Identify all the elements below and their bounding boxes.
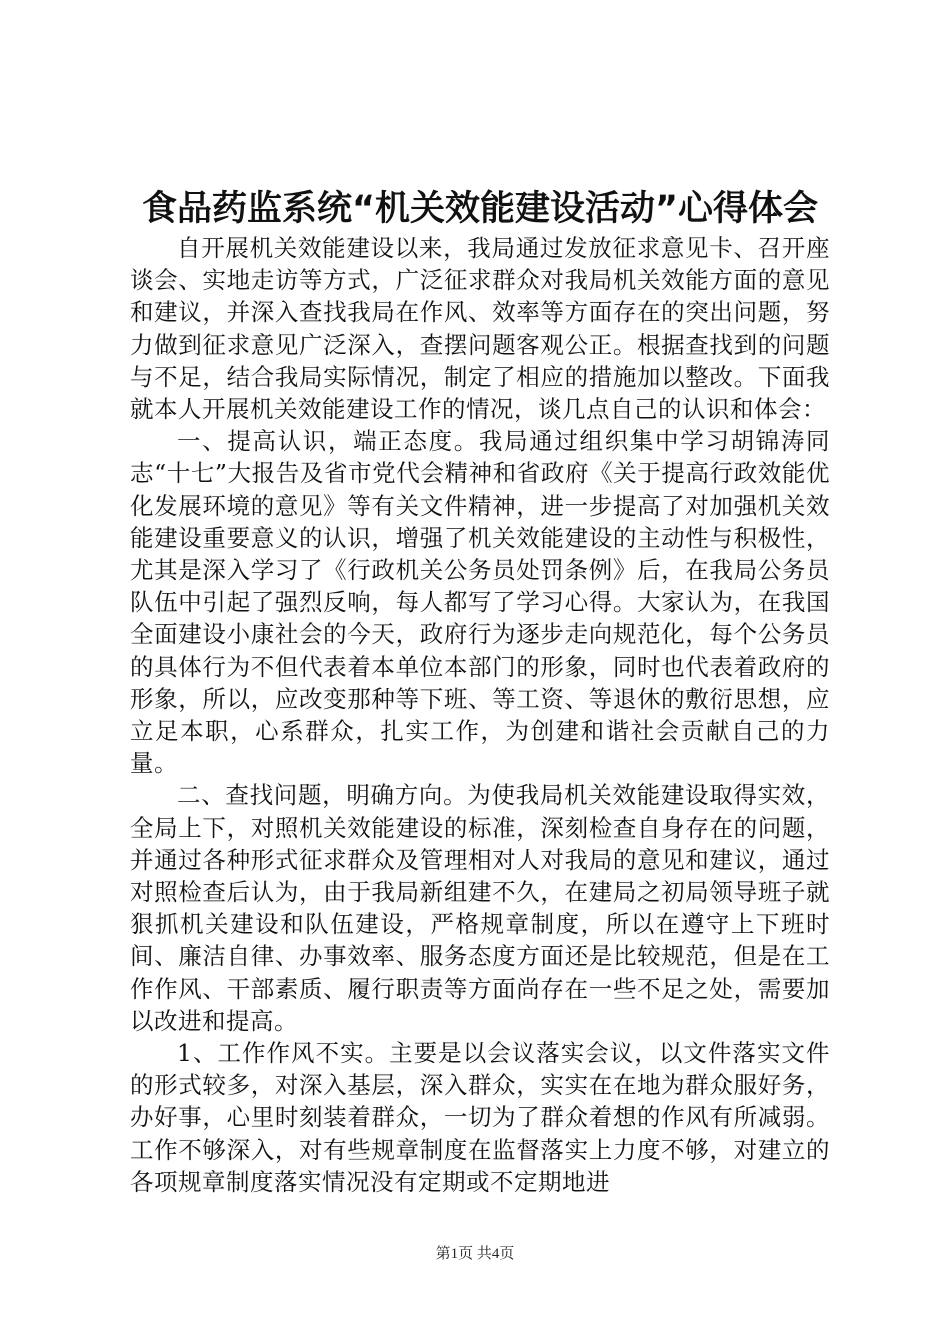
document-body — [130, 232, 830, 1198]
page-footer: 第1页 共4页 — [435, 1246, 515, 1262]
paragraph-section-one: 一、提高认识，端正态度。我局通过组织集中学习胡锦涛同志“十七”大报告及省市党代会精神和省政府《关于提高行政效能优化发展环境的意见》等有关文件精神，进一步提高了对加强机关效能建设重要意义的认识，增强了机关效能建设的主动性与积极性，尤其是深入学习了《行政机关公务员处罚条例》后，在我局公务员队伍中引起了强烈反响，每人都写了学习心得。大家认为，在我国全面建设小康社会的今天，政府行为逐步走向规范化，每个公务员的具体行为不但代表着本单位本部门的形象，同时也代表着政府的形象，所以，应改变那种等下班、等工资、等退休的敷衍思想，应立足本职，心系群众，扎实工作，为创建和谐社会贡献自己的力量。 — [130, 427, 830, 778]
paragraph-section-two: 二、查找问题，明确方向。为使我局机关效能建设取得实效，全局上下，对照机关效能建设的标准，深刻检查自身存在的问题，并通过各种形式征求群众及管理相对人对我局的意见和建议，通过对照检查后认为，由于我局新组建不久，在建局之初局领导班子就狠抓机关建设和队伍建设，严格规章制度，所以在遵守上下班时间、廉洁自律、办事效率、服务态度方面还是比较规范，但是在工作作风、干部素质、履行职责等方面尚存在一些不足之处，需要加以改进和提高。 — [130, 781, 830, 1035]
paragraph-item-one: 1、工作作风不实。主要是以会议落实会议，以文件落实文件的形式较多，对深入基层，深入群众，实实在在地为群众服好务，办好事，心里时刻装着群众，一切为了群众着想的作风有所减弱。工作不够深入，对有些规章制度在监督落实上力度不够，对建立的各项规章制度落实情况没有定期或不定期地进 — [130, 1039, 830, 1196]
document-title: 食品药监系统“机关效能建设活动”心得体会 — [141, 189, 818, 229]
paragraph-intro: 自开展机关效能建设以来，我局通过发放征求意见卡、召开座谈会、实地走访等方式，广泛征求群众对我局机关效能方面的意见和建议，并深入查找我局在作风、效率等方面存在的突出问题，努力做到征求意见广泛深入，查摆问题客观公正。根据查找到的问题与不足，结合我局实际情况，制定了相应的措施加以整改。下面我就本人开展机关效能建设工作的情况，谈几点自己的认识和体会： — [130, 234, 830, 424]
